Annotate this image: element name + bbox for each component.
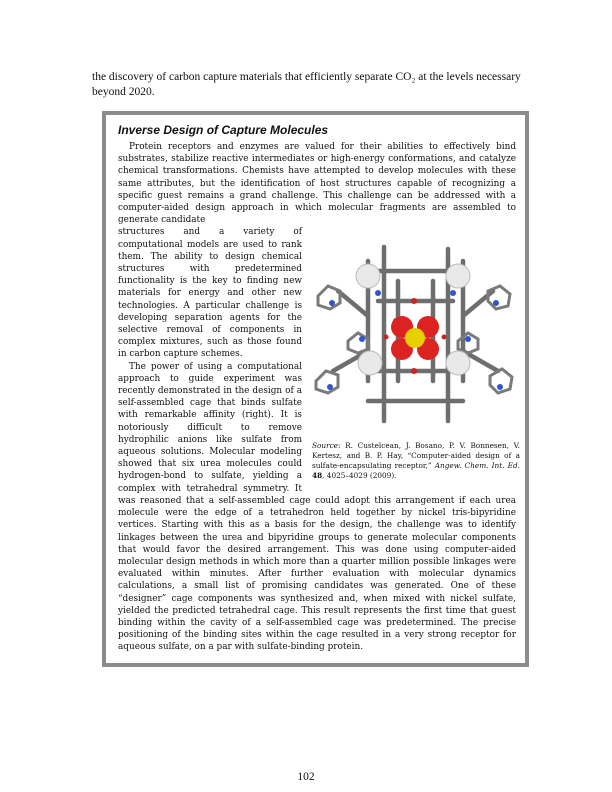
figure bbox=[308, 231, 520, 486]
sidebar-title: Inverse Design of Capture Molecules bbox=[118, 123, 329, 137]
nickel-vertices bbox=[356, 264, 470, 375]
caption-volume: 48 bbox=[312, 471, 323, 481]
intro-paragraph: the discovery of carbon capture materials that efficiently separate CO₂ at the levels necessary beyond 2020. bbox=[92, 71, 521, 98]
caption-source-label: Source bbox=[312, 441, 338, 451]
caption-journal: Angew. Chem. Int. Ed. bbox=[434, 461, 520, 471]
sidebar-paragraph-2: The power of using a computational approach to guide experiment was recently demonstrated in the design of a self-assembled cage that binds sulfate with remarkable affinity (right). It is notoriously difficult to remove hydrophilic anions like sulfate from aqueous solutions. Molecular modeling showed that six urea molecules could hydrogen-bond to sulfate, yielding a complex with tetrahedral symmetry. It was reasoned that a self-assembled cage could adopt this arrangement if each urea molecule were the edge of a tetrahedron held together by nickel tris-bipyridine vertices. Starting with this as a basis for the design, the challenge was to identify linkages between the urea and bipyridine groups to generate molecular components that would favor the desired arrangement. This was done using computer-aided molecular design methods in which more than a quarter million possible linkages were evaluated within minutes. After further evaluation with molecular dynamics calculations, a small list of promising candidates was generated. One of these “designer” cage components was synthesized and, when mixed with nickel sulfate, yielded the predicted tetrahedral cage. This result represents the first time that guest binding within the cavity of a self-assembled cage was predetermined. The precise positioning of the binding sites within the cage resulted in a very strong receptor for aqueous sulfate, on a par with sulfate-binding protein. bbox=[118, 361, 516, 653]
caption-pages: , 4025–4029 (2009). bbox=[322, 471, 397, 481]
sidebar-paragraph-1b: structures and a variety of computational models are used to rank them. The ability to design chemical structures with predetermined functionality is the key to finding new materials for energy and other new technologies. A particular challenge is developing separation agents for the selective removal of components in complex mixtures, such as those found in carbon capture schemes. bbox=[118, 227, 302, 360]
molecular-cage-image bbox=[308, 231, 520, 441]
sidebar-paragraph-1a: Protein receptors and enzymes are valued for their abilities to effectively bind substrates, stabilize reactive intermediates or high-energy conformations, and catalyze chemical transformations. Chemists have attempted to develop molecules with these same attributes, but the identification of host structures capable of recognizing a specific guest remains a grand challenge. This challenge can be addressed with a computer-aided design approach in which molecular fragments are assembled to generate candidate bbox=[118, 142, 516, 226]
page-number: 102 bbox=[297, 771, 315, 783]
sidebar-content bbox=[118, 123, 520, 654]
sidebar-box bbox=[102, 111, 529, 667]
figure-caption bbox=[308, 441, 520, 481]
caption-authors: : R. Custelcean, J. Bosano, P. V. Bonnesen, V. Kertesz, and B. P. Hay, “Computer-aided design of a sulfate-encapsulating receptor,” bbox=[312, 441, 520, 471]
